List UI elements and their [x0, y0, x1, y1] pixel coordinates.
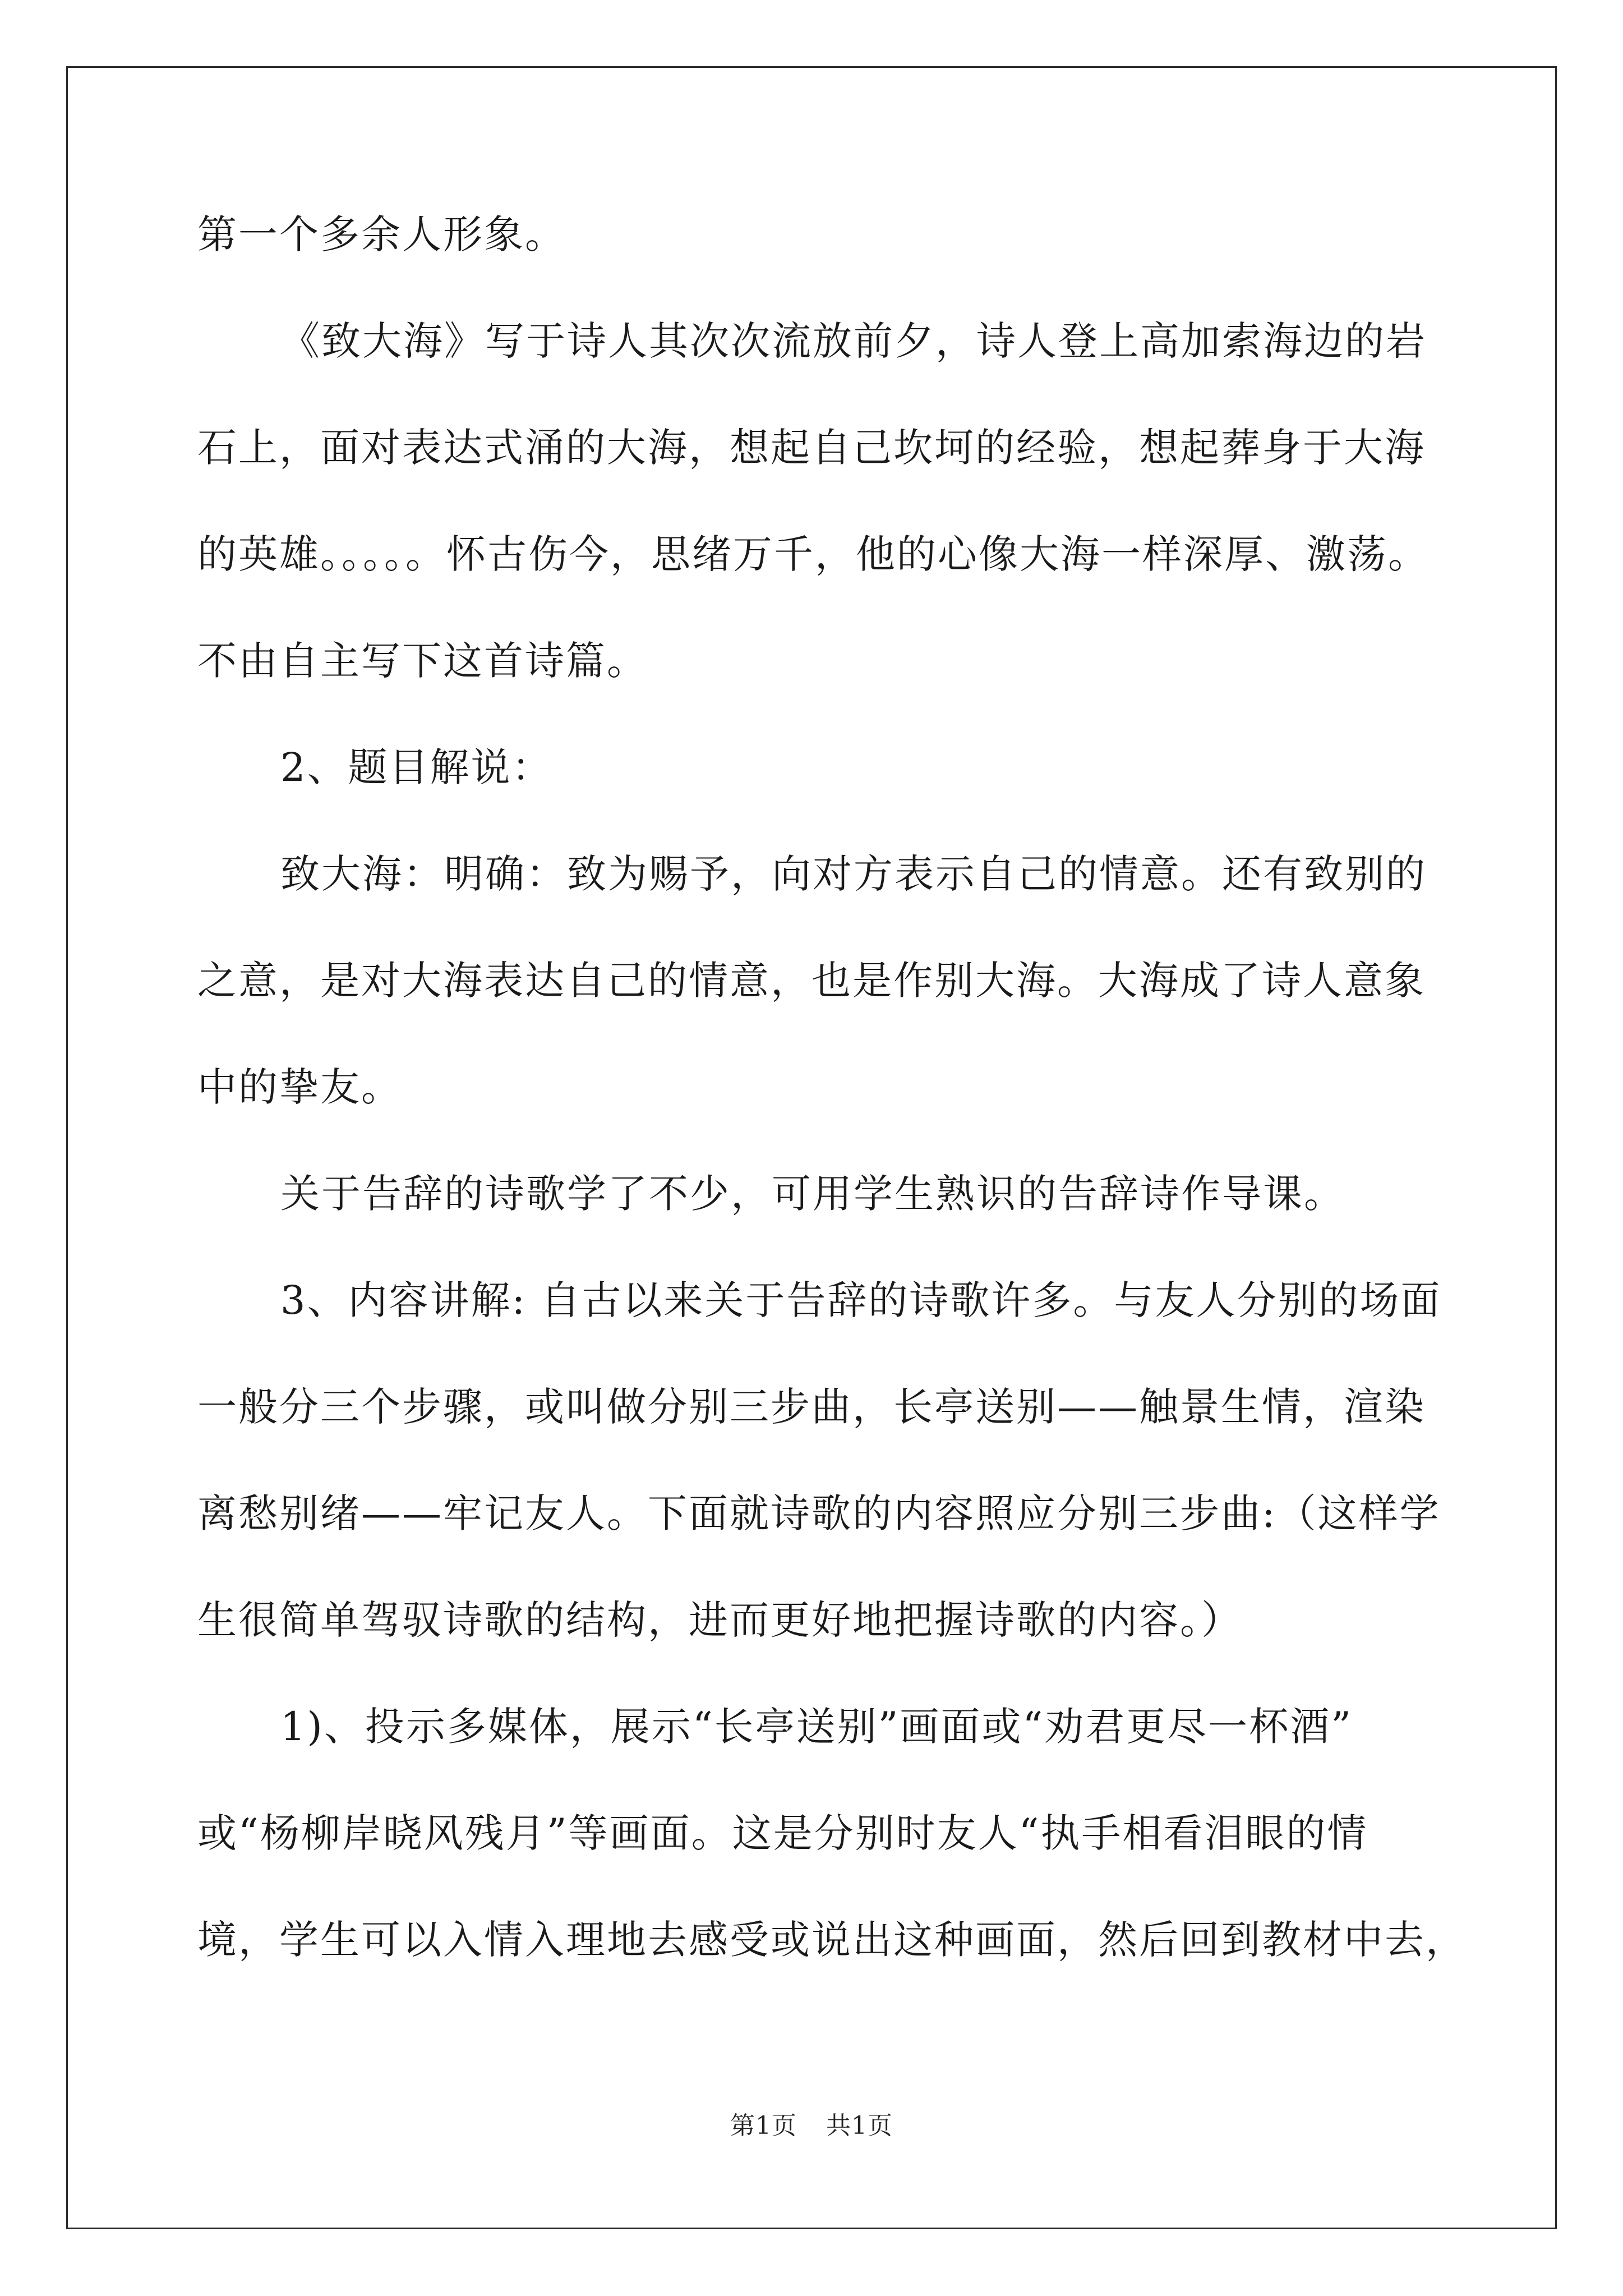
text-line-7: 致大海：明确：致为赐予，向对方表示自己的情意。还有致别的 — [280, 851, 1427, 897]
text-line-16: 或“杨柳岸晓风残月”等画面。这是分别时友人“执手相看泪眼的情 — [197, 1810, 1368, 1856]
document-body — [197, 211, 1467, 1963]
page-number-total: 共1页 — [826, 2111, 893, 2140]
section-heading-2: 2、题目解说： — [280, 744, 553, 790]
text-line-4: 的英雄。。。。。怀古伤今，思绪万千，他的心像大海一样深厚、激荡。 — [197, 531, 1429, 577]
text-line-5: 不由自主写下这首诗篇。 — [197, 638, 648, 684]
text-line-10: 关于告辞的诗歌学了不少，可用学生熟识的告辞诗作导课。 — [280, 1171, 1345, 1217]
text-line-8: 之意，是对大海表达自己的情意，也是作别大海。大海成了诗人意象 — [197, 958, 1426, 1004]
text-line-13: 离愁别绪——牢记友人。下面就诗歌的内容照应分别三步曲:（这样学 — [197, 1490, 1441, 1536]
text-line-9: 中的挚友。 — [197, 1064, 402, 1110]
text-line-2: 《致大海》写于诗人其次次流放前夕，诗人登上高加索海边的岩 — [280, 318, 1427, 364]
text-line-11: 3、内容讲解: 自古以来关于告辞的诗歌许多。与友人分别的场面 — [280, 1277, 1442, 1323]
text-line-14: 生很简单驾驭诗歌的结构，进而更好地把握诗歌的内容。） — [197, 1597, 1242, 1643]
text-line-1: 第一个多余人形象。 — [197, 211, 566, 257]
page-footer — [0, 2112, 1623, 2140]
text-line-15: 1)、投示多媒体，展示“长亭送别”画面或“劝君更尽一杯酒” — [280, 1704, 1353, 1750]
text-line-12: 一般分三个步骤，或叫做分别三步曲，长亭送别——触景生情，渲染 — [197, 1384, 1426, 1430]
text-line-3: 石上，面对表达式涌的大海，想起自己坎坷的经验，想起葬身于大海 — [197, 425, 1426, 471]
text-line-17: 境，学生可以入情入理地去感受或说出这种画面，然后回到教材中去， — [197, 1917, 1467, 1963]
page-number-current: 第1页 — [730, 2111, 797, 2140]
